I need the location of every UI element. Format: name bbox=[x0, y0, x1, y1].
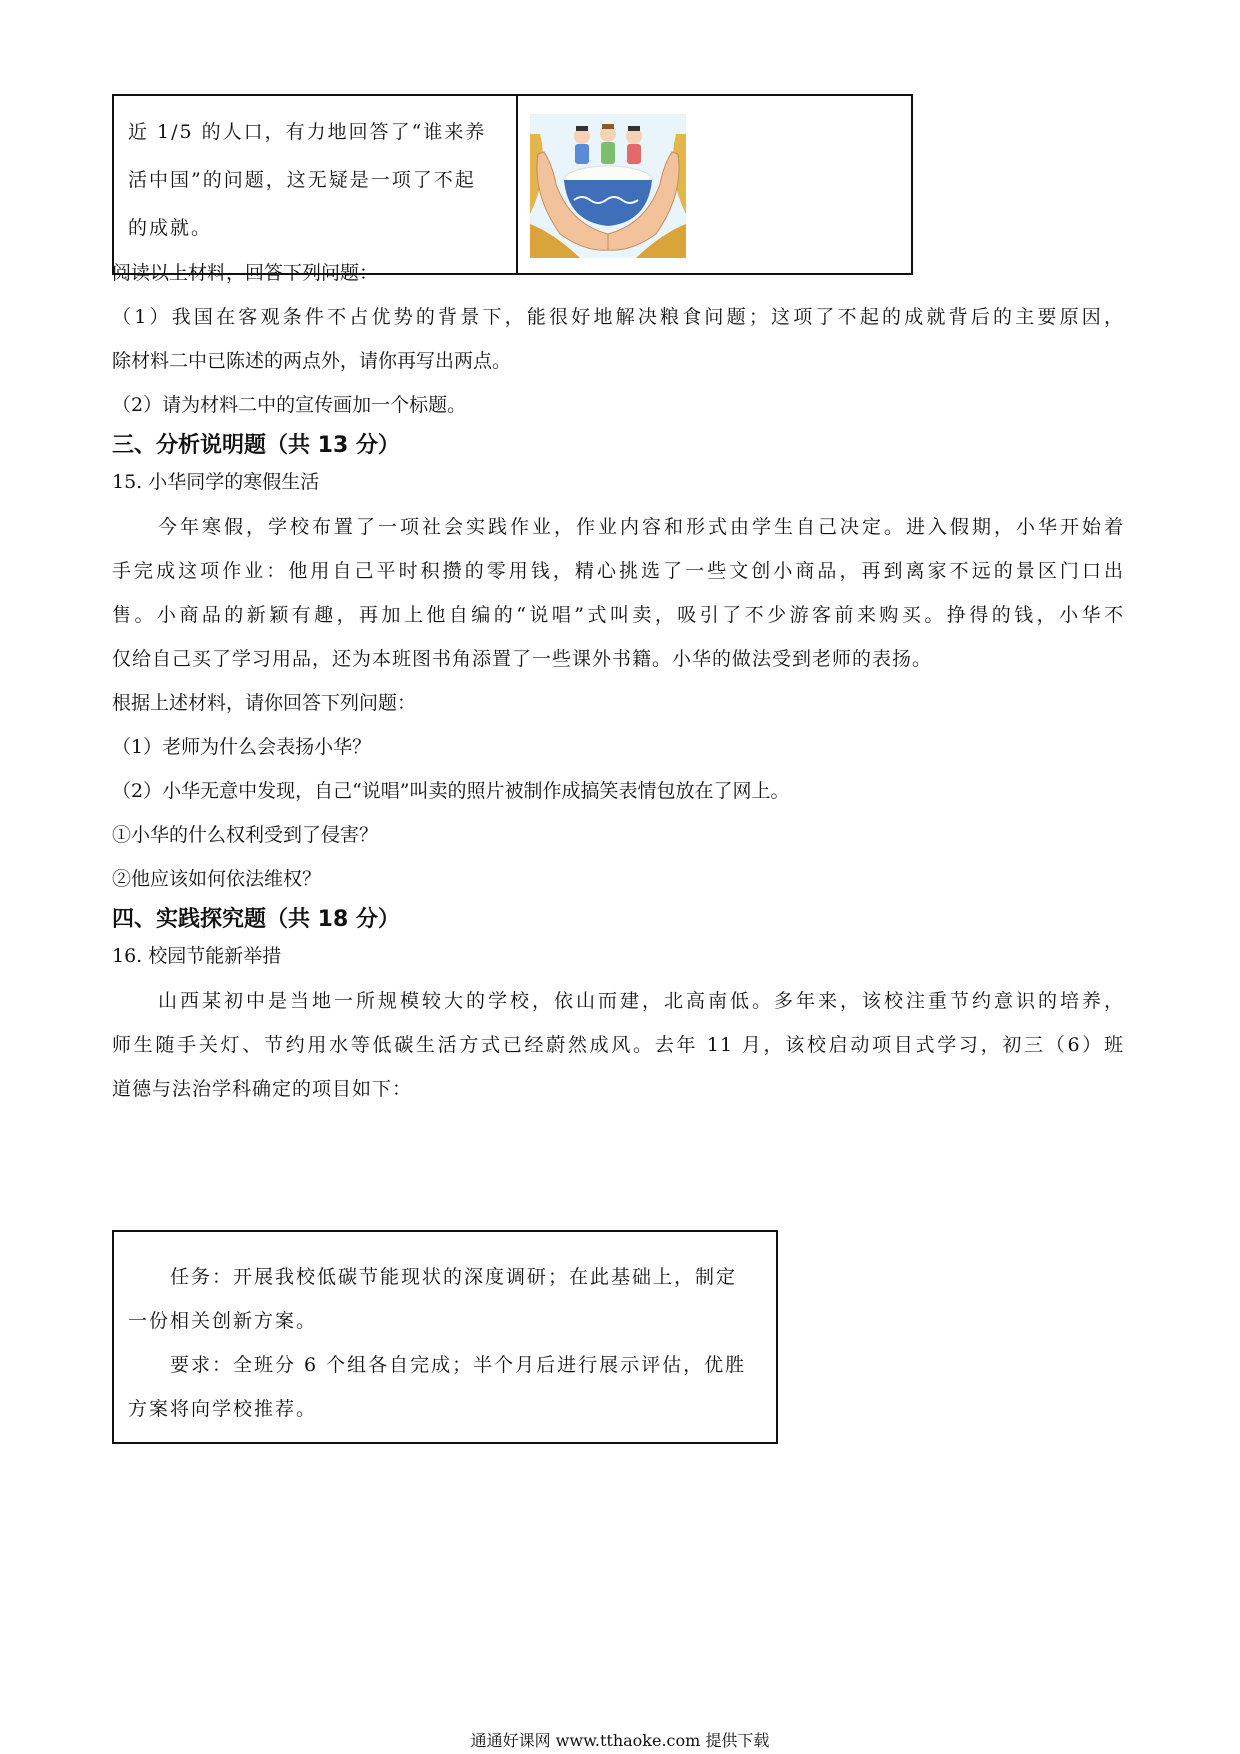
q14-part2: （2）请为材料二中的宣传画加一个标题。 bbox=[112, 394, 467, 416]
material-line: 近 1/5 的人口，有力地回答了“谁来养 bbox=[128, 121, 487, 143]
material-line: 的成就。 bbox=[128, 217, 213, 239]
material-text-cell bbox=[114, 96, 518, 273]
q15-part1: （1）老师为什么会表扬小华？ bbox=[112, 736, 372, 758]
q14-intro: 阅读以上材料，回答下列问题： bbox=[112, 262, 379, 284]
section-3-heading: 三、分析说明题（共 13 分） bbox=[112, 433, 400, 458]
material-line: 活中国”的问题，这无疑是一项了不起 bbox=[128, 169, 476, 191]
q16-title: 16. 校园节能新举措 bbox=[112, 945, 282, 967]
q16-paragraph-line: 师生随手关灯、节约用水等低碳生活方式已经蔚然成风。去年 11 月，该校启动项目式学习，初三（6）班 bbox=[112, 1034, 1124, 1056]
q15-part2-b: ②他应该如何依法维权？ bbox=[112, 868, 322, 890]
q14-part1-line1: （1）我国在客观条件不占优势的背景下，能很好地解决粮食问题；这项了不起的成就背后的主要原因， bbox=[112, 306, 1124, 328]
q15-paragraph-line: 今年寒假，学校布置了一项社会实践作业，作业内容和形式由学生自己决定。进入假期，小华开始着 bbox=[158, 516, 1124, 538]
material-two-box bbox=[112, 94, 913, 275]
q15-title: 15. 小华同学的寒假生活 bbox=[112, 471, 320, 493]
rice-bowl-hands-illustration bbox=[530, 114, 686, 258]
q15-prompt: 根据上述材料，请你回答下列问题： bbox=[112, 692, 417, 714]
requirement-line: 方案将向学校推荐。 bbox=[128, 1398, 318, 1420]
q15-paragraph-line: 手完成这项作业：他用自己平时积攒的零用钱，精心挑选了一些文创小商品，再到离家不远的景区门口出 bbox=[112, 560, 1124, 582]
poster-cell bbox=[518, 96, 911, 273]
q14-part1-line2: 除材料二中已陈述的两点外，请你再写出两点。 bbox=[112, 350, 512, 372]
q15-part2-a: ①小华的什么权利受到了侵害？ bbox=[112, 824, 379, 846]
requirement-line: 要求：全班分 6 个组各自完成；半个月后进行展示评估，优胜 bbox=[170, 1354, 747, 1376]
section-4-heading: 四、实践探究题（共 18 分） bbox=[112, 907, 400, 932]
project-task-box bbox=[112, 1230, 778, 1444]
task-line: 任务：开展我校低碳节能现状的深度调研；在此基础上，制定 bbox=[170, 1266, 738, 1288]
task-line: 一份相关创新方案。 bbox=[128, 1310, 318, 1332]
q15-part2: （2）小华无意中发现，自己“说唱”叫卖的照片被制作成搞笑表情包放在了网上。 bbox=[112, 780, 790, 802]
page-footer: 通通好课网 www.tthaoke.com 提供下载 bbox=[470, 1731, 770, 1750]
q16-paragraph-line: 道德与法治学科确定的项目如下： bbox=[112, 1078, 413, 1100]
q16-paragraph-line: 山西某初中是当地一所规模较大的学校，依山而建，北高南低。多年来，该校注重节约意识的培养， bbox=[158, 990, 1124, 1012]
q15-paragraph-line: 售。小商品的新颖有趣，再加上他自编的“说唱”式叫卖，吸引了不少游客前来购买。挣得的钱，小华不 bbox=[112, 604, 1124, 626]
q15-paragraph-line: 仅给自己买了学习用品，还为本班图书角添置了一些课外书籍。小华的做法受到老师的表扬。 bbox=[112, 648, 933, 670]
